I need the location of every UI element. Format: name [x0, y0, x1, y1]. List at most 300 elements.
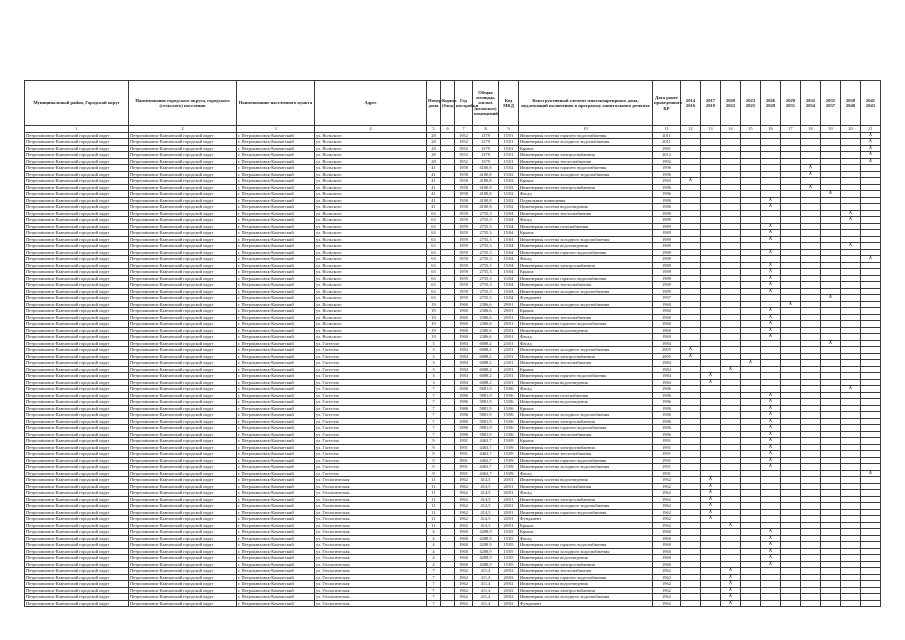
locality-cell: г. Петропавловск-Камчатский: [237, 197, 315, 204]
district-cell: Петропавловск-Камчатский городской округ: [25, 139, 129, 146]
period-cell: X: [761, 405, 781, 412]
column-index: 4: [315, 126, 427, 133]
locality-cell: г. Петропавловск-Камчатский: [237, 360, 315, 367]
header-address: Адрес: [315, 81, 427, 126]
settlement-cell: Петропавловск-Камчатский городской округ: [129, 600, 237, 607]
settlement-cell: Петропавловск-Камчатский городской округ: [129, 282, 237, 289]
settlement-cell: Петропавловск-Камчатский городской округ: [129, 204, 237, 211]
locality-cell: г. Петропавловск-Камчатский: [237, 275, 315, 282]
prev-repair-cell: 1986: [653, 399, 681, 406]
area-cell: 2386,6: [473, 314, 499, 321]
mkd-code-cell: 15/09: [499, 444, 519, 451]
year-cell: 1984: [455, 353, 473, 360]
prev-repair-cell: 1962: [653, 568, 681, 575]
settlement-cell: Петропавловск-Камчатский городской округ: [129, 327, 237, 334]
locality-cell: г. Петропавловск-Камчатский: [237, 145, 315, 152]
prev-repair-cell: 1989: [653, 243, 681, 250]
mkd-code-cell: 29/01: [499, 334, 519, 341]
mkd-code-cell: 15/09: [499, 438, 519, 445]
area-cell: 6088,2: [473, 373, 499, 380]
register-sheet: [24, 80, 880, 607]
area-cell: 4180,8: [473, 184, 499, 191]
house-number-cell: 4: [427, 529, 441, 536]
address-cell: ул. Вольского: [315, 197, 427, 204]
period-cell: [681, 600, 701, 607]
mkd-code-cell: 15/05: [499, 555, 519, 562]
locality-cell: г. Петропавловск-Камчатский: [237, 132, 315, 139]
period-cell: X: [761, 204, 781, 211]
element-cell: Фундамент: [519, 516, 653, 523]
period-cell: X: [761, 425, 781, 432]
address-cell: ул. Гастелло: [315, 399, 427, 406]
element-cell: Инженерная система холодного водоснабжения: [519, 412, 653, 419]
year-cell: 1984: [455, 340, 473, 347]
house-number-cell: 19: [427, 334, 441, 341]
house-number-cell: 3: [427, 360, 441, 367]
district-cell: Петропавловск-Камчатский городской округ: [25, 269, 129, 276]
house-number-cell: 11: [427, 490, 441, 497]
year-cell: 1952: [455, 139, 473, 146]
district-cell: Петропавловск-Камчатский городской округ: [25, 594, 129, 601]
prev-repair-cell: 1960: [653, 555, 681, 562]
district-cell: Петропавловск-Камчатский городской округ: [25, 249, 129, 256]
prev-repair-cell: 1986: [653, 418, 681, 425]
house-number-cell: 63: [427, 230, 441, 237]
address-cell: ул. Гастелло: [315, 438, 427, 445]
prev-repair-cell: 1962: [653, 587, 681, 594]
address-cell: ул. Геологическая: [315, 490, 427, 497]
year-cell: 1962: [455, 516, 473, 523]
mkd-code-cell: 15/02: [499, 178, 519, 185]
address-cell: ул. Гастелло: [315, 392, 427, 399]
mkd-code-cell: 29/01: [499, 301, 519, 308]
district-cell: Петропавловск-Камчатский городской округ: [25, 392, 129, 399]
district-cell: Петропавловск-Камчатский городской округ: [25, 470, 129, 477]
settlement-cell: Петропавловск-Камчатский городской округ: [129, 503, 237, 510]
settlement-cell: Петропавловск-Камчатский городской округ: [129, 262, 237, 269]
house-number-cell: 9: [427, 470, 441, 477]
area-cell: 411,4: [473, 594, 499, 601]
district-cell: Петропавловск-Камчатский городской округ: [25, 288, 129, 295]
settlement-cell: Петропавловск-Камчатский городской округ: [129, 158, 237, 165]
repair-program-table: [24, 80, 881, 607]
district-cell: Петропавловск-Камчатский городской округ: [25, 236, 129, 243]
house-number-cell: 11: [427, 503, 441, 510]
district-cell: Петропавловск-Камчатский городской округ: [25, 321, 129, 328]
area-cell: 5881,9: [473, 418, 499, 425]
mkd-code-cell: 29/01: [499, 308, 519, 315]
prev-repair-cell: 1960: [653, 529, 681, 536]
period-cell: X: [701, 373, 721, 380]
house-number-cell: 63: [427, 262, 441, 269]
area-cell: 2755,3: [473, 217, 499, 224]
element-cell: Инженерная система горячего водоснабжения: [519, 249, 653, 256]
district-cell: Петропавловск-Камчатский городской округ: [25, 555, 129, 562]
house-number-cell: 11: [427, 509, 441, 516]
element-cell: Инженерная система теплоснабжения: [519, 431, 653, 438]
locality-cell: г. Петропавловск-Камчатский: [237, 587, 315, 594]
mkd-code-cell: 15/04: [499, 249, 519, 256]
year-cell: 1984: [455, 347, 473, 354]
column-index: 20: [841, 126, 861, 133]
period-cell: X: [761, 288, 781, 295]
area-cell: 1379: [473, 139, 499, 146]
mkd-code-cell: 15/01: [499, 139, 519, 146]
house-number-cell: 41: [427, 204, 441, 211]
prev-repair-cell: 1962: [653, 490, 681, 497]
mkd-code-cell: 15/09: [499, 457, 519, 464]
prev-repair-cell: 1986: [653, 412, 681, 419]
year-cell: 1962: [455, 496, 473, 503]
house-number-cell: 9: [427, 457, 441, 464]
mkd-code-cell: 23/01: [499, 340, 519, 347]
locality-cell: г. Петропавловск-Камчатский: [237, 223, 315, 230]
prev-repair-cell: 1962: [653, 503, 681, 510]
district-cell: Петропавловск-Камчатский городской округ: [25, 152, 129, 159]
settlement-cell: Петропавловск-Камчатский городской округ: [129, 477, 237, 484]
locality-cell: г. Петропавловск-Камчатский: [237, 308, 315, 315]
area-cell: 414,5: [473, 516, 499, 523]
year-cell: 1960: [455, 301, 473, 308]
district-cell: Петропавловск-Камчатский городской округ: [25, 217, 129, 224]
prev-repair-cell: 1962: [653, 496, 681, 503]
prev-repair-cell: 1984: [653, 379, 681, 386]
locality-cell: г. Петропавловск-Камчатский: [237, 178, 315, 185]
year-cell: 1984: [455, 373, 473, 380]
mkd-code-cell: 29/01: [499, 327, 519, 334]
area-cell: 4463,7: [473, 438, 499, 445]
district-cell: Петропавловск-Камчатский городской округ: [25, 386, 129, 393]
prev-repair-cell: 2005: [653, 347, 681, 354]
settlement-cell: Петропавловск-Камчатский городской округ: [129, 457, 237, 464]
house-number-cell: 19: [427, 301, 441, 308]
prev-repair-cell: 1960: [653, 327, 681, 334]
header-period-2041: 2041 2043: [861, 81, 881, 126]
mkd-code-cell: 23/01: [499, 360, 519, 367]
element-cell: Инженерная система водоотведения: [519, 243, 653, 250]
element-cell: Инженерная система электроснабжения: [519, 496, 653, 503]
column-index: 16: [761, 126, 781, 133]
house-number-cell: 7: [427, 568, 441, 575]
house-number-cell: 63: [427, 269, 441, 276]
district-cell: Петропавловск-Камчатский городской округ: [25, 483, 129, 490]
element-cell: Инженерная система водоотведения: [519, 477, 653, 484]
year-cell: 1986: [455, 412, 473, 419]
year-cell: 1962: [455, 503, 473, 510]
area-cell: 4463,7: [473, 464, 499, 471]
mkd-code-cell: 15/04: [499, 269, 519, 276]
column-index: 21: [861, 126, 881, 133]
element-cell: Инженерная система водоотведения: [519, 555, 653, 562]
house-number-cell: 7: [427, 418, 441, 425]
year-cell: 1960: [455, 334, 473, 341]
district-cell: Петропавловск-Камчатский городской округ: [25, 275, 129, 282]
mkd-code-cell: 20/02: [499, 581, 519, 588]
district-cell: Петропавловск-Камчатский городской округ: [25, 178, 129, 185]
house-number-cell: 28: [427, 145, 441, 152]
address-cell: ул. Геологическая: [315, 522, 427, 529]
area-cell: 6088,2: [473, 379, 499, 386]
locality-cell: г. Петропавловск-Камчатский: [237, 574, 315, 581]
period-cell: X: [761, 561, 781, 568]
address-cell: ул. Геологическая: [315, 568, 427, 575]
period-cell: X: [861, 145, 881, 152]
year-cell: 1991: [455, 470, 473, 477]
prev-repair-cell: 1991: [653, 451, 681, 458]
mkd-code-cell: 20/02: [499, 568, 519, 575]
element-cell: Крыша: [519, 269, 653, 276]
settlement-cell: Петропавловск-Камчатский городской округ: [129, 522, 237, 529]
house-number-cell: 28: [427, 132, 441, 139]
prev-repair-cell: 1991: [653, 470, 681, 477]
element-cell: Фасад: [519, 217, 653, 224]
address-cell: ул. Геологическая: [315, 548, 427, 555]
mkd-code-cell: 15/04: [499, 288, 519, 295]
address-cell: ул. Геологическая: [315, 483, 427, 490]
settlement-cell: Петропавловск-Камчатский городской округ: [129, 392, 237, 399]
district-cell: Петропавловск-Камчатский городской округ: [25, 379, 129, 386]
district-cell: Петропавловск-Камчатский городской округ: [25, 314, 129, 321]
year-cell: 1952: [455, 152, 473, 159]
mkd-code-cell: 15/06: [499, 418, 519, 425]
header-period-2020: 2020 2022: [721, 81, 741, 126]
year-cell: 1962: [455, 509, 473, 516]
locality-cell: г. Петропавловск-Камчатский: [237, 386, 315, 393]
house-number-cell: 7: [427, 431, 441, 438]
year-cell: 1959: [455, 282, 473, 289]
settlement-cell: Петропавловск-Камчатский городской округ: [129, 210, 237, 217]
house-number-cell: 7: [427, 587, 441, 594]
locality-cell: г. Петропавловск-Камчатский: [237, 542, 315, 549]
district-cell: Петропавловск-Камчатский городской округ: [25, 399, 129, 406]
house-number-cell: 63: [427, 223, 441, 230]
area-cell: 1379: [473, 132, 499, 139]
year-cell: 1962: [455, 490, 473, 497]
element-cell: Инженерная система холодного водоснабжения: [519, 301, 653, 308]
house-number-cell: 9: [427, 438, 441, 445]
locality-cell: г. Петропавловск-Камчатский: [237, 516, 315, 523]
prev-repair-cell: 1962: [653, 574, 681, 581]
district-cell: Петропавловск-Камчатский городской округ: [25, 516, 129, 523]
district-cell: Петропавловск-Камчатский городской округ: [25, 230, 129, 237]
element-cell: Инженерная система холодного водоснабжения: [519, 594, 653, 601]
building-cell: [441, 600, 455, 607]
mkd-code-cell: 15/04: [499, 256, 519, 263]
house-number-cell: 7: [427, 581, 441, 588]
element-cell: Инженерная система теплоснабжения: [519, 451, 653, 458]
column-index: 18: [801, 126, 821, 133]
district-cell: Петропавловск-Камчатский городской округ: [25, 243, 129, 250]
settlement-cell: Петропавловск-Камчатский городской округ: [129, 548, 237, 555]
year-cell: 1958: [455, 204, 473, 211]
year-cell: 1952: [455, 132, 473, 139]
year-cell: 1958: [455, 197, 473, 204]
house-number-cell: 3: [427, 366, 441, 373]
year-cell: 1959: [455, 275, 473, 282]
address-cell: ул. Гастелло: [315, 353, 427, 360]
locality-cell: г. Петропавловск-Камчатский: [237, 301, 315, 308]
settlement-cell: Петропавловск-Камчатский городской округ: [129, 373, 237, 380]
district-cell: Петропавловск-Камчатский городской округ: [25, 477, 129, 484]
settlement-cell: Петропавловск-Камчатский городской округ: [129, 535, 237, 542]
address-cell: ул. Вольского: [315, 262, 427, 269]
locality-cell: г. Петропавловск-Камчатский: [237, 438, 315, 445]
element-cell: Фасад: [519, 535, 653, 542]
settlement-cell: Петропавловск-Камчатский городской округ: [129, 353, 237, 360]
element-cell: Инженерная система горячего водоснабжения: [519, 275, 653, 282]
district-cell: Петропавловск-Камчатский городской округ: [25, 191, 129, 198]
year-cell: 1984: [455, 379, 473, 386]
locality-cell: г. Петропавловск-Камчатский: [237, 373, 315, 380]
district-cell: Петропавловск-Камчатский городской округ: [25, 184, 129, 191]
district-cell: Петропавловск-Камчатский городской округ: [25, 503, 129, 510]
element-cell: Инженерная система холодного водоснабжения: [519, 236, 653, 243]
mkd-code-cell: 15/05: [499, 561, 519, 568]
header-settlement: Наименование городского округа, городского (сельского) поселения: [129, 81, 237, 126]
period-cell: X: [701, 516, 721, 523]
period-cell: X: [701, 509, 721, 516]
settlement-cell: Петропавловск-Камчатский городской округ: [129, 568, 237, 575]
period-cell: X: [861, 139, 881, 146]
period-cell: X: [701, 477, 721, 484]
locality-cell: г. Петропавловск-Камчатский: [237, 184, 315, 191]
period-cell: X: [801, 184, 821, 191]
settlement-cell: Петропавловск-Камчатский городской округ: [129, 236, 237, 243]
mkd-code-cell: 15/09: [499, 464, 519, 471]
mkd-code-cell: 15/04: [499, 230, 519, 237]
mkd-code-cell: 23/01: [499, 347, 519, 354]
area-cell: 6088,2: [473, 366, 499, 373]
locality-cell: г. Петропавловск-Камчатский: [237, 262, 315, 269]
period-cell: X: [761, 444, 781, 451]
district-cell: Петропавловск-Камчатский городской округ: [25, 444, 129, 451]
area-cell: 4180,8: [473, 178, 499, 185]
locality-cell: г. Петропавловск-Камчатский: [237, 529, 315, 536]
area-cell: 414,5: [473, 483, 499, 490]
element-cell: Инженерная система теплоснабжения: [519, 158, 653, 165]
year-cell: 1986: [455, 399, 473, 406]
prev-repair-cell: 1991: [653, 438, 681, 445]
year-cell: 1960: [455, 308, 473, 315]
locality-cell: г. Петропавловск-Камчатский: [237, 204, 315, 211]
element-cell: Инженерная система горячего водоснабжения: [519, 321, 653, 328]
locality-cell: г. Петропавловск-Камчатский: [237, 399, 315, 406]
mkd-code-cell: 20/01: [499, 477, 519, 484]
year-cell: 1962: [455, 477, 473, 484]
column-index: 2: [129, 126, 237, 133]
district-cell: Петропавловск-Камчатский городской округ: [25, 581, 129, 588]
prev-repair-cell: 1989: [653, 230, 681, 237]
year-cell: 1958: [455, 178, 473, 185]
mkd-code-cell: 15/02: [499, 197, 519, 204]
year-cell: 1986: [455, 386, 473, 393]
locality-cell: г. Петропавловск-Камчатский: [237, 594, 315, 601]
element-cell: Инженерная система холодного водоснабжения: [519, 139, 653, 146]
locality-cell: г. Петропавловск-Камчатский: [237, 366, 315, 373]
year-cell: 1962: [455, 574, 473, 581]
area-cell: 5881,9: [473, 412, 499, 419]
mkd-code-cell: 15/02: [499, 191, 519, 198]
area-cell: 6088,2: [473, 340, 499, 347]
year-cell: 1960: [455, 561, 473, 568]
address-cell: ул. Вольского: [315, 327, 427, 334]
mkd-code-cell: 15/06: [499, 425, 519, 432]
settlement-cell: Петропавловск-Камчатский городской округ: [129, 301, 237, 308]
element-cell: Крыша: [519, 522, 653, 529]
period-cell: X: [761, 230, 781, 237]
year-cell: 1962: [455, 581, 473, 588]
district-cell: Петропавловск-Камчатский городской округ: [25, 535, 129, 542]
locality-cell: г. Петропавловск-Камчатский: [237, 425, 315, 432]
prev-repair-cell: 1989: [653, 249, 681, 256]
settlement-cell: Петропавловск-Камчатский городской округ: [129, 217, 237, 224]
settlement-cell: Петропавловск-Камчатский городской округ: [129, 483, 237, 490]
locality-cell: г. Петропавловск-Камчатский: [237, 451, 315, 458]
house-number-cell: 41: [427, 191, 441, 198]
period-cell: X: [781, 301, 801, 308]
area-cell: 2755,3: [473, 288, 499, 295]
settlement-cell: Петропавловск-Камчатский городской округ: [129, 165, 237, 172]
year-cell: 1958: [455, 171, 473, 178]
locality-cell: г. Петропавловск-Камчатский: [237, 548, 315, 555]
address-cell: ул. Вольского: [315, 288, 427, 295]
period-cell: X: [841, 217, 861, 224]
house-number-cell: 63: [427, 288, 441, 295]
element-cell: Инженерная система холодного водоснабжения: [519, 548, 653, 555]
locality-cell: г. Петропавловск-Камчатский: [237, 334, 315, 341]
period-cell: X: [761, 269, 781, 276]
settlement-cell: Петропавловск-Камчатский городской округ: [129, 308, 237, 315]
settlement-cell: Петропавловск-Камчатский городской округ: [129, 405, 237, 412]
period-cell: X: [701, 496, 721, 503]
period-cell: X: [821, 340, 841, 347]
locality-cell: г. Петропавловск-Камчатский: [237, 256, 315, 263]
address-cell: ул. Вольского: [315, 301, 427, 308]
area-cell: 2755,3: [473, 210, 499, 217]
locality-cell: г. Петропавловск-Камчатский: [237, 496, 315, 503]
prev-repair-cell: 1986: [653, 197, 681, 204]
mkd-code-cell: 23/01: [499, 373, 519, 380]
year-cell: 1952: [455, 158, 473, 165]
district-cell: Петропавловск-Камчатский городской округ: [25, 457, 129, 464]
house-number-cell: 63: [427, 282, 441, 289]
locality-cell: г. Петропавловск-Камчатский: [237, 321, 315, 328]
mkd-code-cell: 29/01: [499, 321, 519, 328]
house-number-cell: 11: [427, 477, 441, 484]
district-cell: Петропавловск-Камчатский городской округ: [25, 256, 129, 263]
settlement-cell: Петропавловск-Камчатский городской округ: [129, 444, 237, 451]
settlement-cell: Петропавловск-Камчатский городской округ: [129, 223, 237, 230]
mkd-code-cell: 15/02: [499, 204, 519, 211]
element-cell: Инженерная система горячего водоснабжения: [519, 132, 653, 139]
district-cell: Петропавловск-Камчатский городской округ: [25, 145, 129, 152]
year-cell: 1991: [455, 457, 473, 464]
address-cell: ул. Вольского: [315, 223, 427, 230]
locality-cell: г. Петропавловск-Камчатский: [237, 477, 315, 484]
year-cell: 1959: [455, 269, 473, 276]
period-cell: X: [761, 321, 781, 328]
area-cell: 411,4: [473, 574, 499, 581]
address-cell: ул. Геологическая: [315, 561, 427, 568]
address-cell: ул. Вольского: [315, 334, 427, 341]
address-cell: ул. Гастелло: [315, 373, 427, 380]
prev-repair-cell: 1989: [653, 236, 681, 243]
area-cell: 1379: [473, 152, 499, 159]
district-cell: Петропавловск-Камчатский городской округ: [25, 405, 129, 412]
period-cell: [701, 600, 721, 607]
settlement-cell: Петропавловск-Камчатский городской округ: [129, 379, 237, 386]
header-period-2029: 2029 2031: [781, 81, 801, 126]
